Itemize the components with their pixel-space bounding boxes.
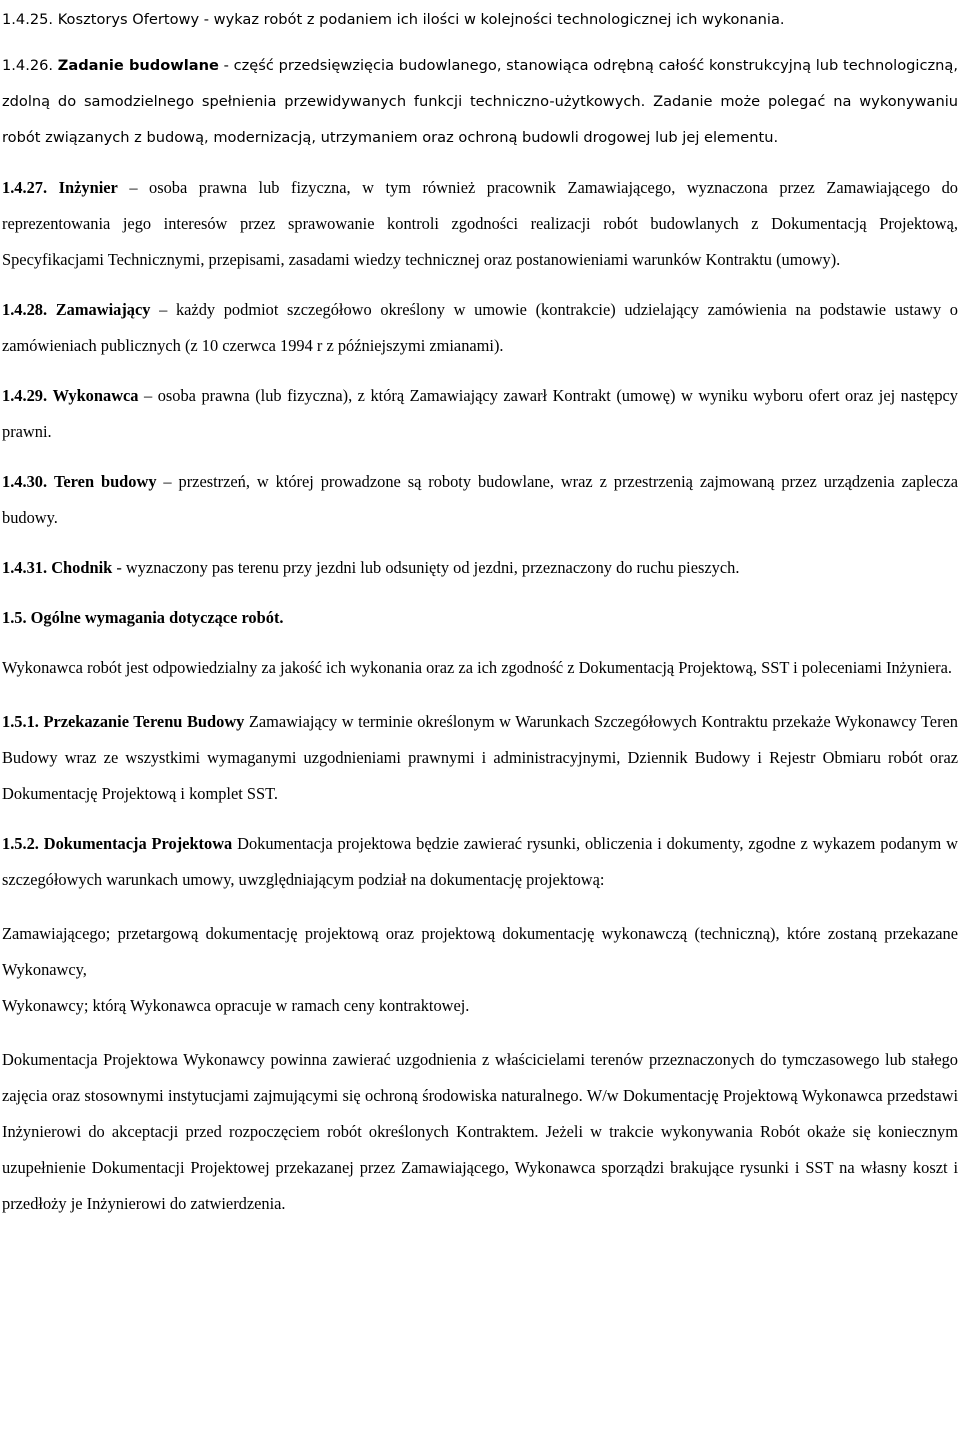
- section-1-5-2: [2, 826, 958, 898]
- section-number: 1.4.31.: [2, 558, 48, 577]
- section-text: - wykaz robót z podaniem ich ilości w kolejności technologicznej ich wykonania.: [199, 11, 785, 28]
- section-number: 1.4.27.: [2, 178, 48, 197]
- section-number: 1.4.28.: [2, 300, 48, 319]
- section-number: 1.5.1.: [2, 712, 39, 731]
- section-term: Inżynier: [58, 178, 118, 197]
- section-term: Kosztorys Ofertowy: [57, 11, 200, 28]
- section-1-4-27: [2, 170, 958, 278]
- section-text: – przestrzeń, w której prowadzone są roboty budowlane, wraz z przestrzenią zajmowaną przez urządzenia zaplecza budowy.: [2, 472, 958, 527]
- section-term: Chodnik: [51, 558, 113, 577]
- section-text: Zamawiający w terminie określonym w Warunkach Szczegółowych Kontraktu przekaże Wykonawcy Teren Budowy wraz ze wszystkimi wymaganymi uzgodnieniami prawnymi i administracyjnymi, Dziennik Budowy i Rejestr Obmiaru robót oraz Dokumentację Projektową i komplet SST.: [2, 712, 958, 803]
- section-term: Przekazanie Terenu Budowy: [43, 712, 245, 731]
- section-text: – każdy podmiot szczegółowo określony w umowie (kontrakcie) udzielający zamówienia na podstawie ustawy o zamówieniach publicznych (z 10 czerwca 1994 r z późniejszymi zmianami).: [2, 300, 958, 355]
- section-term: Zadanie budowlane: [57, 57, 219, 74]
- section-term: Teren budowy: [53, 472, 157, 491]
- section-text: - część przedsięwzięcia budowlanego, stanowiąca odrębną całość konstrukcyjną lub technologiczną, zdolną do samodzielnego spełnienia przewidywanych funkcji techniczno-użytkowych. Zadanie może polegać na wykonywaniu robót związanych z budową, modernizacją, utrzymaniem oraz ochroną budowli drogowej lub jej elementu.: [2, 57, 958, 146]
- section-number: 1.5.2.: [2, 834, 39, 853]
- section-1-5-2-para2: Wykonawcy; którą Wykonawca opracuje w ramach ceny kontraktowej.: [2, 996, 470, 1015]
- document-page: [0, 2, 960, 1438]
- section-text: – osoba prawna lub fizyczna, w tym również pracownik Zamawiającego, wyznaczona przez Zamawiającego do reprezentowania jego interesów przez sprawowanie kontroli zgodności realizacji robót budowlanych z Dokumentacją Projektową, Specyfikacjami Technicznymi, przepisami, zasadami wiedzy technicznej oraz postanowieniami warunków Kontraktu (umowy).: [2, 178, 958, 269]
- section-1-5-2-para1: Zamawiającego; przetargową dokumentację projektową oraz projektową dokumentację wykonawczą (techniczną), które zostaną przekazane Wykonawcy,: [2, 924, 958, 979]
- section-number: 1.4.30.: [2, 472, 48, 491]
- section-number: 1.4.29.: [2, 386, 48, 405]
- section-1-4-30: [2, 464, 958, 536]
- section-text: - wyznaczony pas terenu przy jezdni lub odsunięty od jezdni, przeznaczony do ruchu pieszych.: [112, 558, 740, 577]
- section-1-4-31: [2, 550, 958, 586]
- section-1-4-29: [2, 378, 958, 450]
- section-term: Wykonawca: [52, 386, 139, 405]
- section-1-5-1: [2, 704, 958, 812]
- section-number: 1.4.25.: [2, 11, 54, 28]
- section-term: Dokumentacja Projektowa: [43, 834, 233, 853]
- section-1-4-28: [2, 292, 958, 364]
- section-text: – osoba prawna (lub fizyczna), z którą Zamawiający zawarł Kontrakt (umowę) w wyniku wyboru ofert oraz jej następcy prawni.: [2, 386, 958, 441]
- section-1-4-26: [2, 48, 958, 156]
- section-1-5-text: Wykonawca robót jest odpowiedzialny za jakość ich wykonania oraz za ich zgodność z Dokumentacją Projektową, SST i poleceniami Inżyniera.: [2, 658, 952, 677]
- section-number: 1.4.26.: [2, 57, 54, 74]
- section-1-5-heading: 1.5. Ogólne wymagania dotyczące robót.: [2, 608, 284, 627]
- section-term: Zamawiający: [55, 300, 151, 319]
- section-1-5-2-para3: Dokumentacja Projektowa Wykonawcy powinna zawierać uzgodnienia z właścicielami terenów przeznaczonych do tymczasowego lub stałego zajęcia oraz stosownymi instytucjami zajmującymi się ochroną środowiska naturalnego. W/w Dokumentację Projektową Wykonawca przedstawi Inżynierowi do akceptacji przed rozpoczęciem robót określonych Kontraktem. Jeżeli w trakcie wykonywania Robót okaże się koniecznym uzupełnienie Dokumentacji Projektowej przekazanej przez Zamawiającego, Wykonawca sporządzi brakujące rysunki i SST na własny koszt i przedłoży je Inżynierowi do zatwierdzenia.: [2, 1050, 958, 1213]
- section-1-4-25: [2, 2, 958, 38]
- section-text: Dokumentacja projektowa będzie zawierać rysunki, obliczenia i dokumenty, zgodne z wykazem podanym w szczegółowych warunkach umowy, uwzględniającym podział na dokumentację projektową:: [2, 834, 958, 889]
